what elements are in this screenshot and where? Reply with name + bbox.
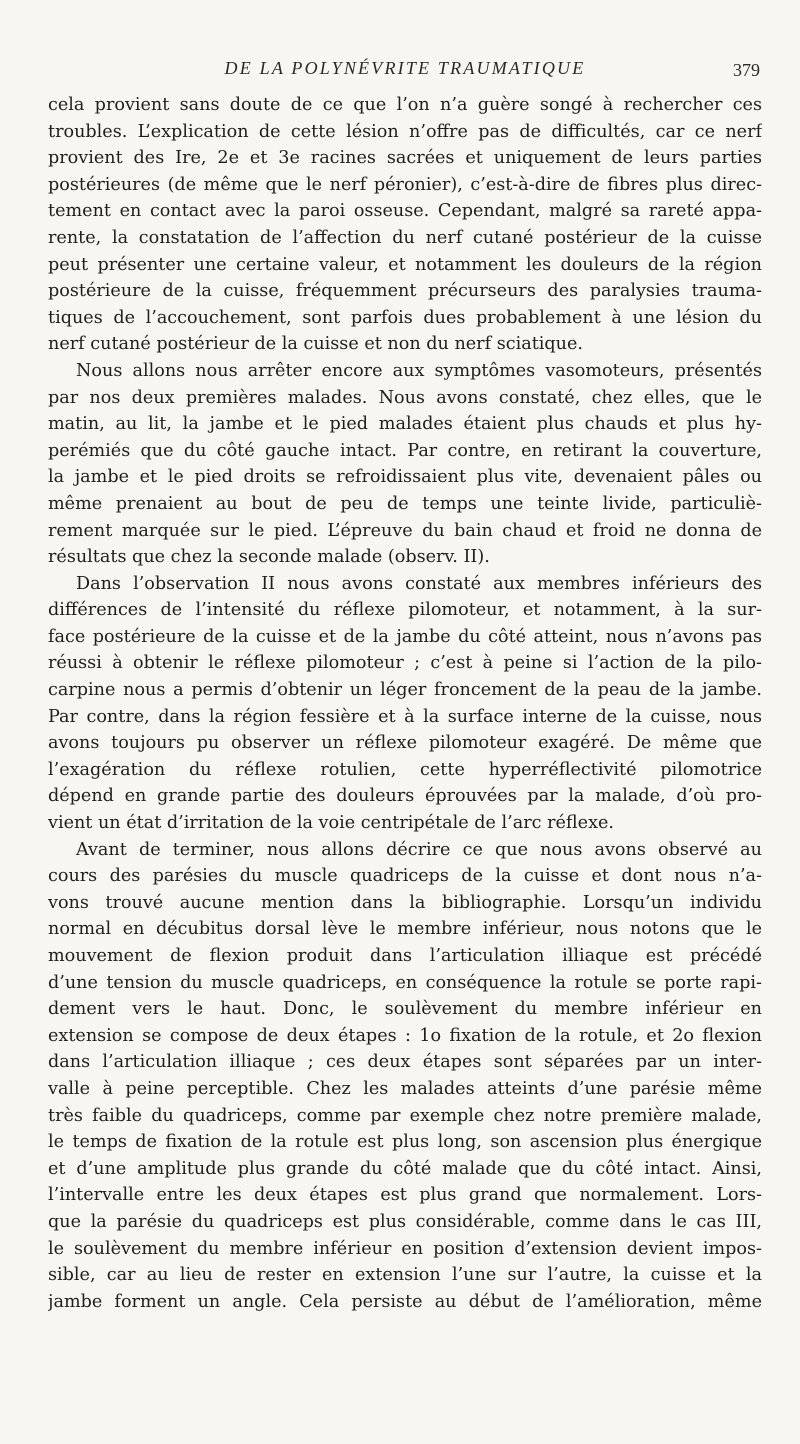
text-line: troubles. L’explication de cette lésion n’offre pas de difficultés, car ce nerf [48, 121, 762, 142]
text-line: dement vers le haut. Donc, le soulèvement du membre inférieur en [48, 999, 762, 1020]
text-line: valle à peine perceptible. Chez les malades atteints d’une parésie même [48, 1078, 762, 1099]
text-line: postérieures (de même que le nerf péronier), c’est-à-dire de fibres plus direc- [48, 174, 762, 195]
text-line: rement marquée sur le pied. L’épreuve du bain chaud et froid ne donna de [48, 520, 762, 541]
text-line: dépend en grande partie des douleurs éprouvées par la malade, d’où pro- [48, 786, 762, 807]
text-line: carpine nous a permis d’obtenir un léger froncement de la peau de la jambe. [48, 680, 762, 701]
text-line: la jambe et le pied droits se refroidissaient plus vite, devenaient pâles ou [48, 467, 762, 488]
text-line: Dans l’observation II nous avons constaté aux membres inférieurs des [76, 573, 762, 594]
text-line: rente, la constatation de l’affection du nerf cutané postérieur de la cuisse [48, 227, 762, 248]
text-line: cours des parésies du muscle quadriceps de la cuisse et dont nous n’a- [48, 866, 762, 887]
text-line: cela provient sans doute de ce que l’on n’a guère songé à rechercher ces [48, 95, 762, 115]
text-line: même prenaient au bout de peu de temps une teinte livide, particuliè- [48, 493, 762, 514]
text-line: extension se compose de deux étapes : 1o fixation de la rotule, et 2o flexion [48, 1025, 762, 1046]
running-title: DE LA POLYNÉVRITE TRAUMATIQUE [224, 58, 586, 78]
text-line: matin, au lit, la jambe et le pied malades étaient plus chauds et plus hy- [48, 414, 762, 435]
text-line: avons toujours pu observer un réflexe pilomoteur exagéré. De même que [48, 733, 762, 754]
text-line: dans l’articulation illiaque ; ces deux étapes sont séparées par un inter- [48, 1052, 762, 1073]
text-line: par nos deux premières malades. Nous avons constaté, chez elles, que le [48, 387, 762, 408]
text-line: nerf cutané postérieur de la cuisse et non du nerf sciatique. [48, 334, 583, 355]
text-line: et d’une amplitude plus grande du côté malade que du côté intact. Ainsi, [48, 1158, 762, 1179]
text-line: peut présenter une certaine valeur, et notamment les douleurs de la région [48, 254, 762, 275]
text-line: Par contre, dans la région fessière et à la surface interne de la cuisse, nous [48, 706, 762, 727]
text-line: vons trouvé aucune mention dans la bibliographie. Lorsqu’un individu [48, 892, 762, 913]
text-line: l’exagération du réflexe rotulien, cette hyperréflectivité pilomotrice [48, 759, 762, 780]
text-line: perémiés que du côté gauche intact. Par contre, en retirant la couverture, [48, 440, 762, 461]
text-line: face postérieure de la cuisse et de la jambe du côté atteint, nous n’avons pas [48, 626, 762, 647]
text-line: postérieure de la cuisse, fréquemment précurseurs des paralysies trauma- [48, 281, 762, 302]
text-line: le soulèvement du membre inférieur en position d’extension devient impos- [48, 1238, 762, 1259]
text-line: provient des Ire, 2e et 3e racines sacrées et uniquement de leurs parties [48, 148, 762, 169]
running-head [48, 58, 762, 88]
text-line: vient un état d’irritation de la voie centripétale de l’arc réflexe. [48, 813, 614, 834]
text-line: différences de l’intensité du réflexe pilomoteur, et notamment, à la sur- [48, 600, 762, 621]
text-line: tement en contact avec la paroi osseuse. Cependant, malgré sa rareté appa- [48, 201, 762, 222]
text-line: mouvement de flexion produit dans l’articulation illiaque est précédé [48, 946, 762, 966]
text-line: très faible du quadriceps, comme par exemple chez notre première malade, [48, 1105, 762, 1126]
text-line: sible, car au lieu de rester en extension l’une sur l’autre, la cuisse et la [48, 1265, 762, 1286]
text-line: réussi à obtenir le réflexe pilomoteur ; c’est à peine si l’action de la pilo- [48, 653, 762, 674]
text-line: résultats que chez la seconde malade (observ. II). [48, 547, 490, 568]
text-line: le temps de fixation de la rotule est plus long, son ascension plus énergique [48, 1132, 762, 1153]
text-line: l’intervalle entre les deux étapes est plus grand que normalement. Lors- [48, 1185, 762, 1206]
text-line: tiques de l’accouchement, sont parfois dues probablement à une lésion du [48, 307, 762, 328]
text-line: jambe forment un angle. Cela persiste au début de l’amélioration, même [48, 1291, 762, 1312]
text-line: normal en décubitus dorsal lève le membre inférieur, nous notons que le [48, 919, 762, 940]
text-line: d’une tension du muscle quadriceps, en conséquence la rotule se porte rapi- [48, 972, 762, 993]
text-line: que la parésie du quadriceps est plus considérable, comme dans le cas III, [48, 1211, 762, 1232]
body-text [48, 92, 762, 1315]
page-number: 379 [733, 60, 760, 80]
text-line: Nous allons nous arrêter encore aux symptômes vasomoteurs, présentés [76, 360, 762, 381]
text-line: Avant de terminer, nous allons décrire ce que nous avons observé au [76, 839, 762, 860]
